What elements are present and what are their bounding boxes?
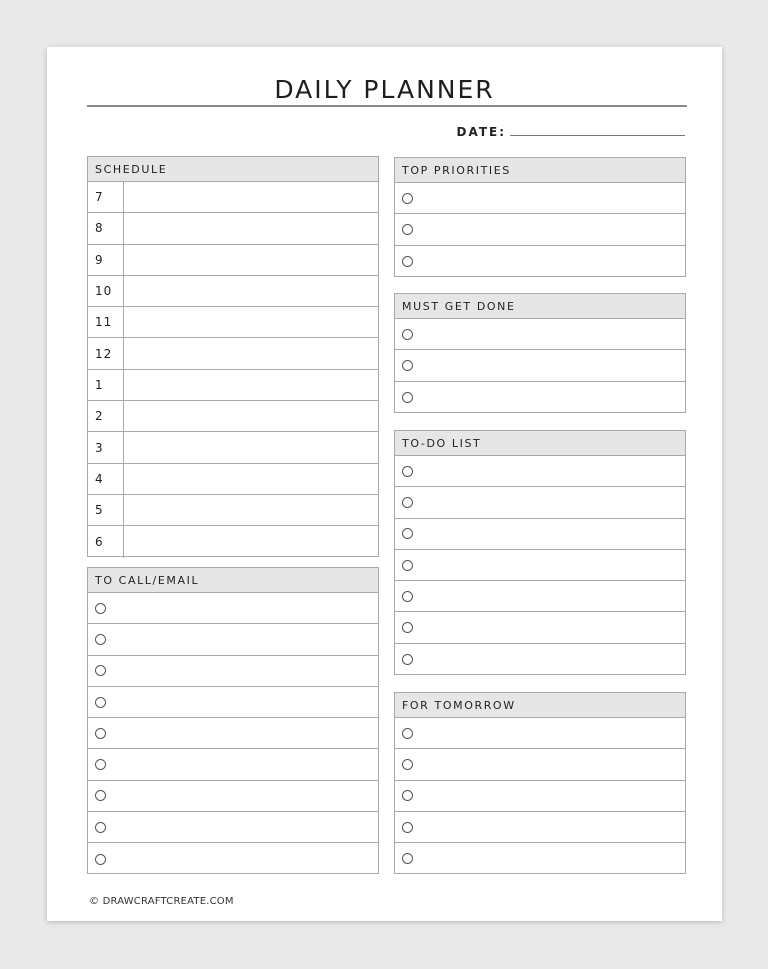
checkbox-circle-icon[interactable] (402, 224, 413, 235)
checkbox-circle-icon[interactable] (402, 329, 413, 340)
checklist-row[interactable] (88, 718, 378, 749)
schedule-hour-label: 2 (88, 401, 124, 431)
checklist-row[interactable] (395, 519, 685, 550)
checklist-row[interactable] (395, 644, 685, 675)
schedule-hour-label: 10 (88, 276, 124, 306)
schedule-hour-label: 1 (88, 370, 124, 400)
checklist-row[interactable] (88, 812, 378, 843)
copyright-footer: © DRAWCRAFTCREATE.COM (89, 896, 234, 907)
checkbox-circle-icon[interactable] (95, 728, 106, 739)
schedule-row (88, 182, 378, 213)
checkbox-circle-icon[interactable] (95, 822, 106, 833)
schedule-row (88, 432, 378, 463)
checkbox-circle-icon[interactable] (402, 790, 413, 801)
schedule-row (88, 307, 378, 338)
checklist-entry-field[interactable] (106, 749, 378, 779)
schedule-entry-field[interactable] (124, 526, 378, 557)
checklist-entry-field[interactable] (413, 319, 685, 349)
date-field[interactable] (457, 125, 686, 139)
schedule-row (88, 276, 378, 307)
schedule-entry-field[interactable] (124, 495, 378, 525)
checkbox-circle-icon[interactable] (402, 759, 413, 770)
todo-list-heading: TO-DO LIST (395, 431, 685, 456)
checklist-row[interactable] (88, 687, 378, 718)
checklist-entry-field[interactable] (413, 183, 685, 213)
schedule-entry-field[interactable] (124, 276, 378, 306)
schedule-entry-field[interactable] (124, 432, 378, 462)
schedule-heading: SCHEDULE (88, 157, 378, 182)
checklist-row[interactable] (395, 319, 685, 350)
schedule-entry-field[interactable] (124, 370, 378, 400)
schedule-row (88, 401, 378, 432)
checklist-entry-field[interactable] (106, 812, 378, 842)
top-priorities-section (394, 157, 686, 277)
checkbox-circle-icon[interactable] (95, 603, 106, 614)
schedule-row (88, 526, 378, 557)
checkbox-circle-icon[interactable] (402, 360, 413, 371)
checkbox-circle-icon[interactable] (402, 728, 413, 739)
schedule-row (88, 338, 378, 369)
checklist-entry-field[interactable] (413, 519, 685, 549)
checklist-row[interactable] (395, 843, 685, 874)
date-line[interactable] (510, 135, 685, 136)
checkbox-circle-icon[interactable] (95, 790, 106, 801)
checklist-entry-field[interactable] (413, 456, 685, 486)
checkbox-circle-icon[interactable] (402, 392, 413, 403)
checklist-entry-field[interactable] (413, 382, 685, 413)
checkbox-circle-icon[interactable] (95, 697, 106, 708)
checklist-row[interactable] (88, 843, 378, 874)
checklist-row[interactable] (88, 624, 378, 655)
checklist-entry-field[interactable] (413, 246, 685, 277)
checklist-row[interactable] (88, 593, 378, 624)
checkbox-circle-icon[interactable] (95, 759, 106, 770)
checklist-entry-field[interactable] (413, 781, 685, 811)
to-call-email-section (87, 567, 379, 874)
for-tomorrow-section (394, 692, 686, 874)
checkbox-circle-icon[interactable] (402, 466, 413, 477)
checkbox-circle-icon[interactable] (402, 591, 413, 602)
schedule-row (88, 213, 378, 244)
checklist-row[interactable] (88, 781, 378, 812)
checkbox-circle-icon[interactable] (402, 622, 413, 633)
checklist-entry-field[interactable] (413, 644, 685, 675)
checklist-row[interactable] (395, 183, 685, 214)
checklist-row[interactable] (395, 456, 685, 487)
checklist-row[interactable] (395, 749, 685, 780)
schedule-section (87, 156, 379, 557)
schedule-hour-label: 9 (88, 245, 124, 275)
top-priorities-heading: TOP PRIORITIES (395, 158, 685, 183)
schedule-hour-label: 4 (88, 464, 124, 494)
checkbox-circle-icon[interactable] (402, 193, 413, 204)
checklist-row[interactable] (395, 581, 685, 612)
schedule-hour-label: 5 (88, 495, 124, 525)
checklist-entry-field[interactable] (413, 718, 685, 748)
checklist-entry-field[interactable] (413, 843, 685, 874)
checklist-entry-field[interactable] (413, 487, 685, 517)
title-divider (87, 105, 687, 107)
schedule-entry-field[interactable] (124, 245, 378, 275)
checklist-row[interactable] (88, 656, 378, 687)
checklist-row[interactable] (395, 214, 685, 245)
checklist-row[interactable] (395, 382, 685, 413)
checkbox-circle-icon[interactable] (402, 654, 413, 665)
must-get-done-section (394, 293, 686, 413)
page-title: DAILY PLANNER (274, 75, 495, 104)
schedule-hour-label: 7 (88, 182, 124, 212)
checklist-entry-field[interactable] (413, 350, 685, 380)
todo-list-rows (395, 456, 685, 675)
todo-list-section (394, 430, 686, 675)
checklist-entry-field[interactable] (413, 550, 685, 580)
checklist-entry-field[interactable] (106, 781, 378, 811)
for-tomorrow-rows (395, 718, 685, 874)
checkbox-circle-icon[interactable] (95, 854, 106, 865)
checkbox-circle-icon[interactable] (402, 853, 413, 864)
top-priorities-rows (395, 183, 685, 277)
schedule-entry-field[interactable] (124, 464, 378, 494)
schedule-entry-field[interactable] (124, 401, 378, 431)
checkbox-circle-icon[interactable] (402, 256, 413, 267)
checklist-row[interactable] (395, 246, 685, 277)
schedule-rows (88, 182, 378, 558)
schedule-hour-label: 3 (88, 432, 124, 462)
checklist-entry-field[interactable] (413, 581, 685, 611)
checklist-entry-field[interactable] (106, 593, 378, 623)
to-call-email-heading: TO CALL/EMAIL (88, 568, 378, 593)
checkbox-circle-icon[interactable] (95, 634, 106, 645)
checklist-entry-field[interactable] (106, 843, 378, 874)
schedule-hour-label: 8 (88, 213, 124, 243)
checklist-entry-field[interactable] (413, 812, 685, 842)
schedule-hour-label: 12 (88, 338, 124, 368)
checklist-row[interactable] (395, 550, 685, 581)
checklist-row[interactable] (395, 781, 685, 812)
checklist-entry-field[interactable] (106, 624, 378, 654)
planner-sheet (47, 47, 722, 921)
checklist-row[interactable] (395, 812, 685, 843)
checkbox-circle-icon[interactable] (402, 497, 413, 508)
date-label: DATE: (456, 125, 506, 139)
schedule-row (88, 370, 378, 401)
schedule-row (88, 464, 378, 495)
checkbox-circle-icon[interactable] (402, 528, 413, 539)
checklist-entry-field[interactable] (106, 687, 378, 717)
schedule-row (88, 495, 378, 526)
schedule-entry-field[interactable] (124, 338, 378, 368)
must-get-done-heading: MUST GET DONE (395, 294, 685, 319)
schedule-entry-field[interactable] (124, 182, 378, 212)
to-call-email-rows (88, 593, 378, 875)
checkbox-circle-icon[interactable] (402, 560, 413, 571)
schedule-entry-field[interactable] (124, 307, 378, 337)
checklist-entry-field[interactable] (413, 214, 685, 244)
checklist-row[interactable] (395, 718, 685, 749)
checkbox-circle-icon[interactable] (95, 665, 106, 676)
checklist-row[interactable] (395, 612, 685, 643)
checkbox-circle-icon[interactable] (402, 822, 413, 833)
schedule-hour-label: 11 (88, 307, 124, 337)
schedule-row (88, 245, 378, 276)
schedule-entry-field[interactable] (124, 213, 378, 243)
must-get-done-rows (395, 319, 685, 413)
checklist-row[interactable] (88, 749, 378, 780)
checklist-entry-field[interactable] (413, 749, 685, 779)
checklist-row[interactable] (395, 487, 685, 518)
checklist-entry-field[interactable] (106, 656, 378, 686)
checklist-entry-field[interactable] (106, 718, 378, 748)
schedule-hour-label: 6 (88, 526, 124, 557)
for-tomorrow-heading: FOR TOMORROW (395, 693, 685, 718)
checklist-row[interactable] (395, 350, 685, 381)
checklist-entry-field[interactable] (413, 612, 685, 642)
